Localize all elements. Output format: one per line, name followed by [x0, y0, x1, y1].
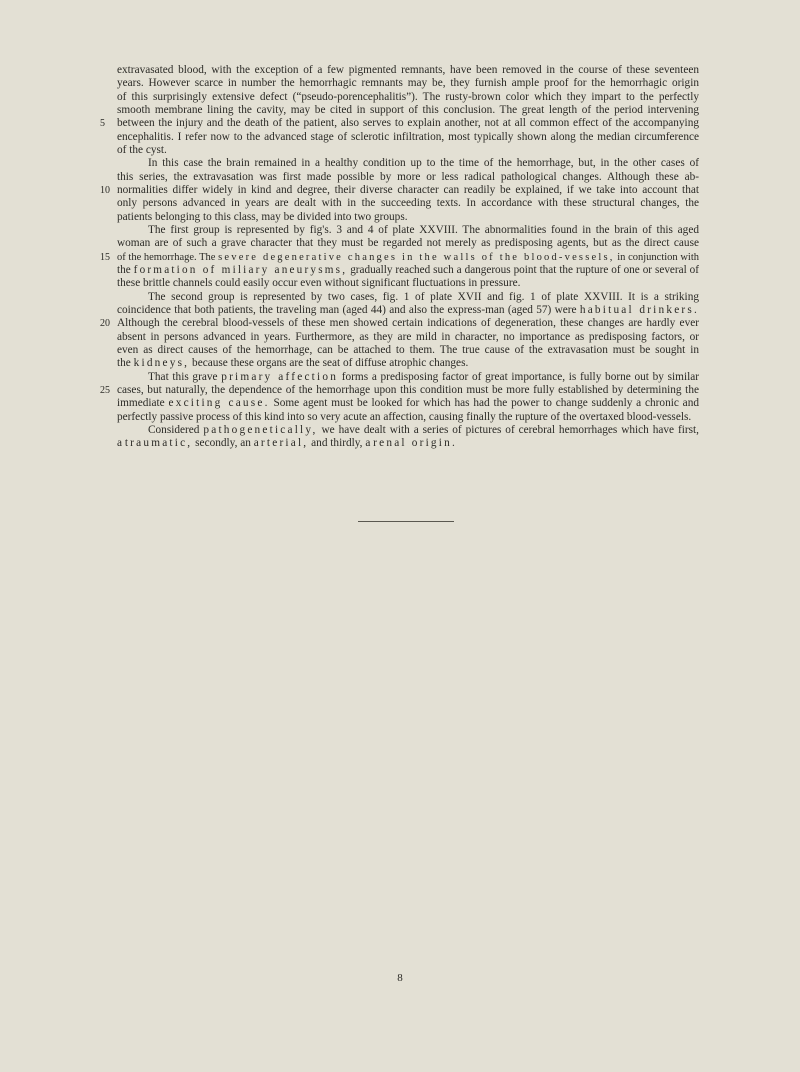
spaced-emphasis: renal origin. — [373, 437, 457, 450]
text-line — [100, 251, 699, 264]
line-text: patients belonging to this class, may be divided into two groups. — [117, 210, 408, 223]
line-text: encephalitis. I refer now to the advanced stage of sclerotic infiltration, most typically shown along the median circumference — [117, 130, 699, 143]
line-text: because these organs are the seat of diffuse atrophic changes. — [189, 357, 469, 370]
line-text: In this case the brain remained in a healthy condition up to the time of the hemorrhage, but, in the other cases of — [148, 157, 699, 170]
text-line — [117, 331, 699, 344]
line-number: 20 — [100, 318, 110, 330]
text-line — [117, 77, 699, 90]
line-text: this series, the extravasation was first made possible by more or less radical pathological changes. Although these ab- — [117, 170, 699, 183]
line-text: only persons advanced in years are dealt with in the succeeding texts. In accordance with these structural changes, the — [117, 197, 699, 210]
spaced-emphasis: habitual drinkers. — [579, 303, 699, 316]
line-text: The second group is represented by two cases, fig. 1 of plate XVII and fig. 1 of plate XXVIII. It is a striking — [148, 290, 699, 303]
line-text: woman are of such a grave character that they must be regarded not merely as predisposing agents, but as the direct cause — [117, 237, 699, 250]
line-text: the — [117, 357, 134, 370]
text-line — [117, 437, 699, 450]
line-text: perfectly passive process of this kind into so very acute an affection, causing finally the rupture of the overtaxed blood-vessels. — [117, 410, 692, 423]
text-line — [117, 224, 699, 237]
text-line — [117, 157, 699, 170]
line-text: a — [117, 437, 125, 450]
text-line — [117, 304, 699, 317]
page-number: 8 — [397, 972, 403, 984]
line-number: 25 — [100, 384, 110, 396]
line-text: coincidence that both patients, the traveling man (aged 44) and also the express-man (aged 57) were — [117, 303, 580, 316]
text-line — [117, 264, 699, 277]
line-text: years. However scarce in number the hemorrhagic remnants may be, they furnish ample proof for the hemorrhagic origin — [117, 77, 699, 90]
text-line — [117, 237, 699, 250]
text-line — [117, 131, 699, 144]
line-text: of the cyst. — [117, 143, 167, 156]
line-text: forms a predisposing factor of great importance, is fully borne out by similar — [338, 370, 699, 383]
line-number: 15 — [100, 251, 110, 263]
text-line — [117, 397, 699, 410]
text-line — [117, 171, 699, 184]
line-text: we have dealt with a series of pictures of cerebral hemorrhages which have first, — [317, 423, 700, 436]
spaced-emphasis: exciting cause. — [168, 397, 270, 410]
line-text: even as direct causes of the hemorrhage, can be attached to them. The true cause of the extravasation must be sought in — [117, 343, 699, 356]
line-text: gradually reached such a dangerous point that the rupture of one or several of — [347, 263, 699, 276]
line-text: normalities differ widely in kind and degree, their diverse character can readily be explained, if we take into account that — [117, 183, 699, 196]
line-text: absent in persons advanced in years. Furthermore, as they are mild in character, no importance as predisposing factors, or — [117, 330, 699, 343]
line-text: these brittle channels could easily occur even without significant fluctuations in pressure. — [117, 277, 521, 290]
line-number: 10 — [100, 184, 110, 196]
line-text: extravasated blood, with the exception of a few pigmented remnants, have been removed in the course of these seventeen — [117, 64, 699, 76]
text-line — [100, 317, 699, 330]
section-divider — [358, 521, 454, 522]
line-text: of this surprisingly extensive defect (“pseudo-porencephalitis”). The rusty-brown color which they impart to the perfectly — [117, 90, 699, 103]
text-line — [117, 411, 699, 424]
line-text: between the injury and the death of the patient, also serves to explain another, not at all common effect of the accompanying — [117, 117, 699, 130]
text-line — [117, 371, 699, 384]
line-text: the — [117, 263, 134, 276]
text-line — [117, 344, 699, 357]
text-line — [100, 183, 699, 197]
spaced-emphasis: primary affection — [221, 370, 339, 383]
line-text: cases, but naturally, the dependence of the hemorrhage upon this condition must be more fully established by determining the — [117, 383, 699, 396]
line-text: Some agent must be looked for which has had the power to change suddenly a chronic and — [269, 397, 699, 410]
line-text: immediate — [117, 397, 169, 410]
text-line — [117, 277, 699, 290]
spaced-emphasis: severe degenerative changes in the walls of the blood-vessels, — [218, 251, 615, 263]
text-line — [117, 91, 699, 104]
text-line — [100, 383, 699, 397]
spaced-emphasis: traumatic, — [124, 437, 193, 450]
line-text: The first group is represented by fig's. 3 and 4 of plate XXVIII. The abnormalities found in the brain of this aged — [148, 223, 699, 236]
text-line — [117, 357, 699, 370]
spaced-emphasis: kidneys, — [133, 357, 190, 370]
text-line — [117, 144, 699, 157]
line-number: 5 — [100, 118, 105, 130]
text-line — [117, 211, 699, 224]
line-text: Considered — [148, 423, 204, 436]
line-text: Although the cerebral blood-vessels of these men showed certain indications of degeneration, these changes are hardly ever — [117, 317, 699, 330]
text-line — [117, 104, 699, 117]
text-line — [100, 117, 699, 130]
line-text: That this grave — [148, 370, 222, 383]
body-text — [100, 64, 700, 451]
text-line — [117, 64, 699, 77]
text-line — [117, 291, 699, 304]
line-text: of the hemorrhage. The — [117, 251, 219, 263]
line-text: secondly, an — [192, 437, 254, 450]
text-line — [117, 424, 699, 437]
text-line — [117, 197, 699, 210]
line-text: in conjunction with — [614, 251, 699, 263]
spaced-emphasis: formation of miliary aneurysms, — [133, 263, 348, 276]
line-text: smooth membrane lining the cavity, may be cited in support of this conclusion. The great length of the period intervening — [117, 103, 699, 116]
spaced-emphasis: pathogenetically, — [203, 423, 318, 436]
line-text: and thirdly, a — [308, 437, 374, 450]
spaced-emphasis: arterial, — [253, 437, 309, 450]
